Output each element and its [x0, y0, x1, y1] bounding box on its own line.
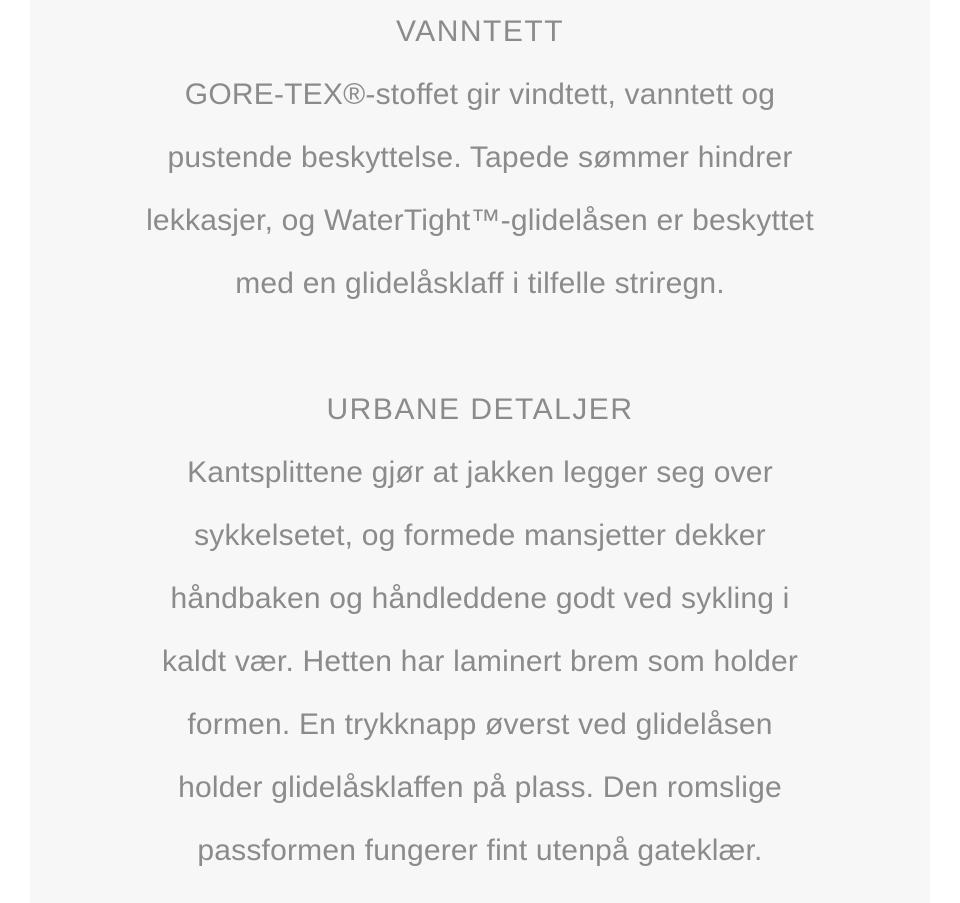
- text-line: sykkelsetet, og formede mansjetter dekker: [194, 519, 766, 552]
- section-urbane-detaljer: [30, 378, 930, 882]
- product-description-panel: [30, 0, 930, 903]
- section-heading-urbane-detaljer: URBANE DETALJER: [326, 393, 634, 426]
- section-vanntett: [30, 0, 930, 315]
- text-line: håndbaken og håndleddene godt ved sykling i: [170, 582, 790, 615]
- section-heading-vanntett: VANNTETT: [395, 15, 565, 48]
- text-line: formen. En trykknapp øverst ved glidelåsen: [187, 708, 773, 741]
- text-line: lekkasjer, og WaterTight™-glidelåsen er beskyttet: [146, 204, 814, 237]
- text-line: passformen fungerer fint utenpå gateklær.: [197, 834, 763, 867]
- text-line: med en glidelåsklaff i tilfelle striregn.: [235, 267, 725, 300]
- text-line: holder glidelåsklaffen på plass. Den romslige: [178, 771, 782, 804]
- text-line: kaldt vær. Hetten har laminert brem som holder: [161, 645, 799, 678]
- text-line: GORE-TEX®-stoffet gir vindtett, vanntett og: [184, 78, 776, 111]
- text-line: Kantsplittene gjør at jakken legger seg over: [187, 456, 773, 489]
- text-line: pustende beskyttelse. Tapede sømmer hindrer: [167, 141, 793, 174]
